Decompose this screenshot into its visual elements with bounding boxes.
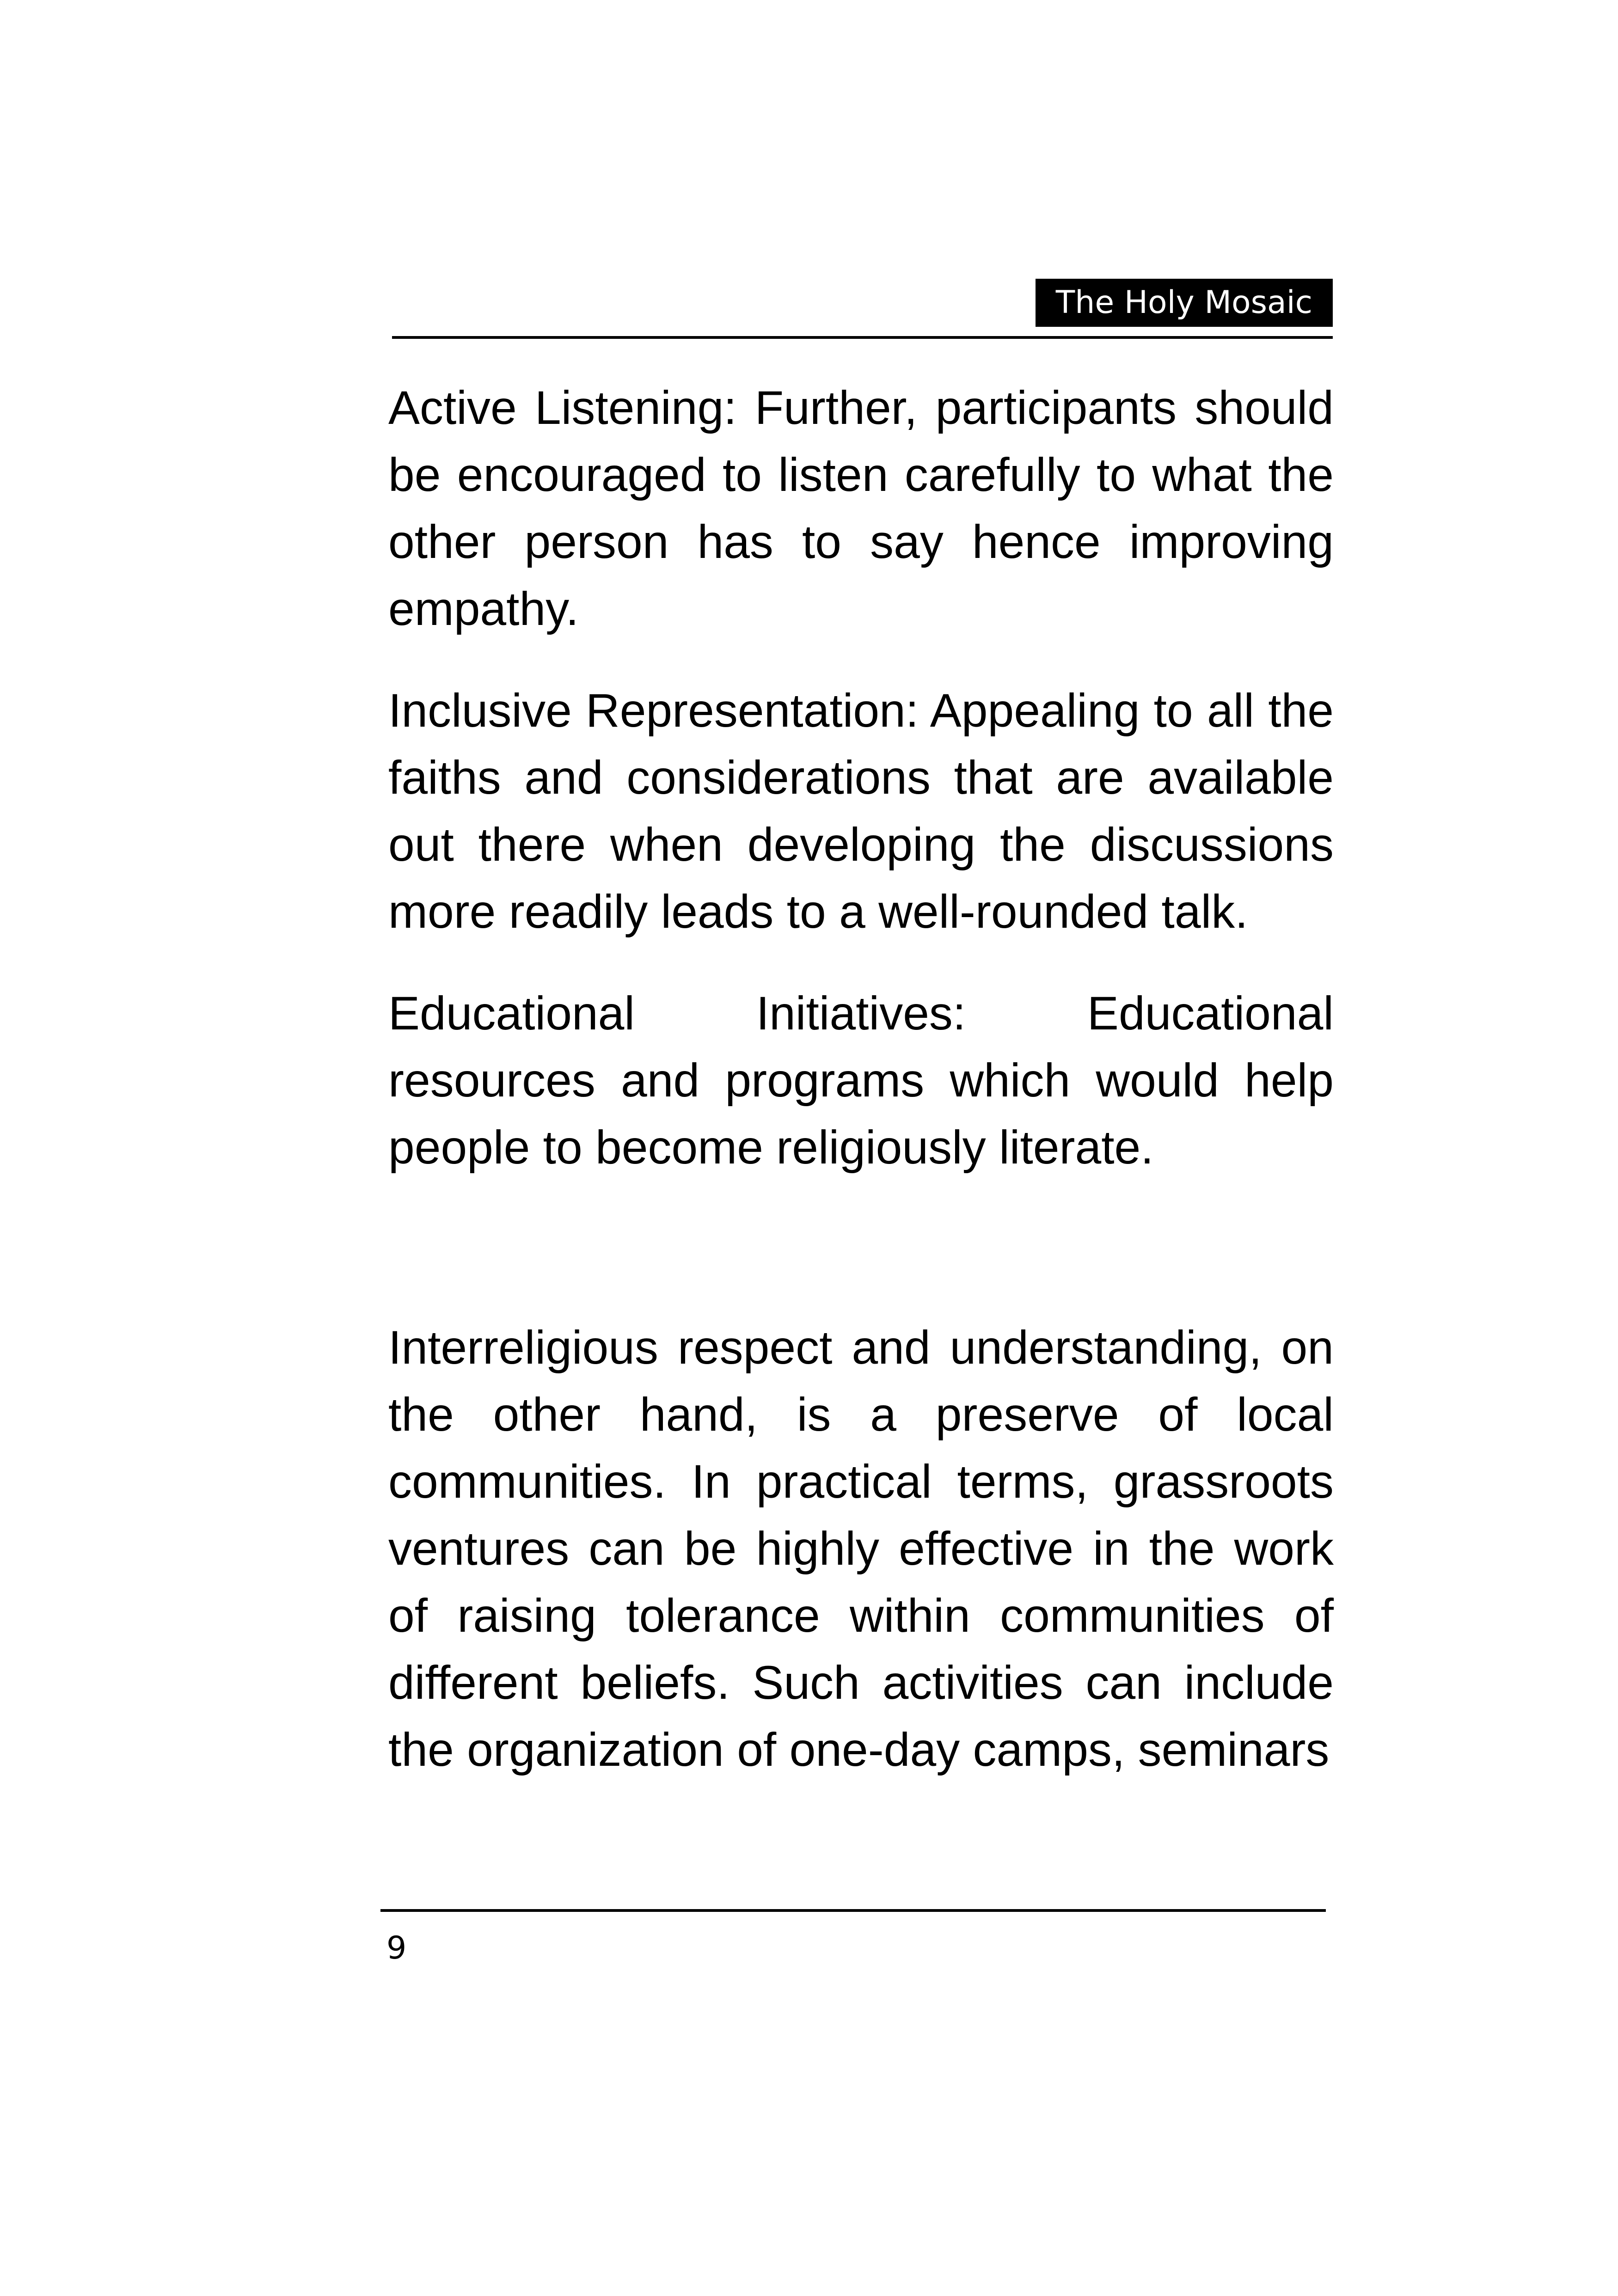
body-text: [388, 374, 1334, 1818]
header-divider: [392, 336, 1333, 339]
paragraph-interreligious-respect: Interreligious respect and understanding, on the other hand, is a preserve of local communities. In practical terms, grassroots ventures can be highly effective in the work of raising tolerance within communities of different beliefs. Such activities can include the organization of one-day camps, seminars: [388, 1321, 1334, 1776]
paragraph-inclusive-representation: Inclusive Representation: Appealing to all the faiths and considerations that are available out there when developing the discussions more readily leads to a well-rounded talk.: [388, 684, 1334, 938]
paragraph-active-listening: Active Listening: Further, participants should be encouraged to listen carefully to what the other person has to say hence improving empathy.: [388, 381, 1334, 635]
running-header-title: The Holy Mosaic: [1036, 279, 1333, 327]
footer-divider: [380, 1909, 1326, 1912]
paragraph-educational-initiatives: Educational Initiatives: Educational resources and programs which would help people to become religiously literate.: [388, 987, 1334, 1174]
page-number: 9: [386, 1930, 407, 1966]
